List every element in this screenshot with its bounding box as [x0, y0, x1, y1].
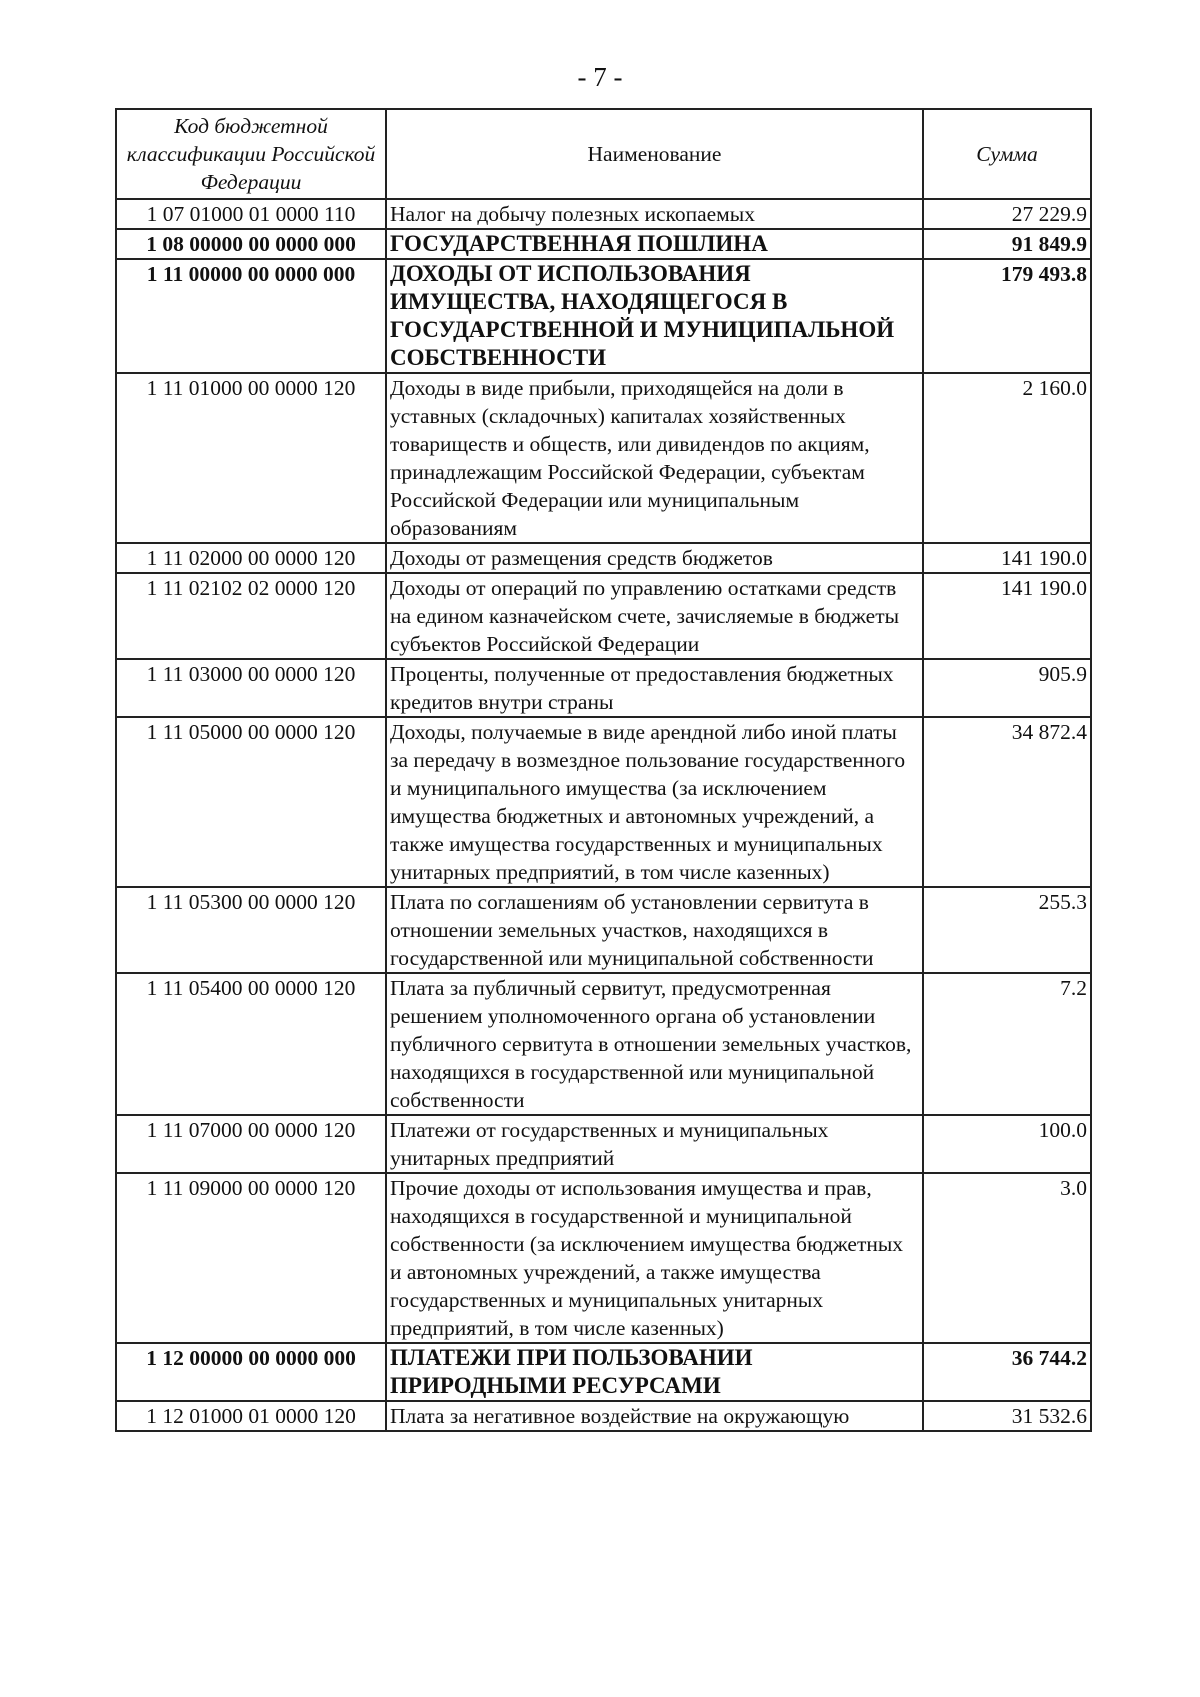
- row-code: 1 11 05400 00 0000 120: [116, 973, 386, 1115]
- row-code: 1 12 00000 00 0000 000: [116, 1343, 386, 1401]
- row-code: 1 11 05000 00 0000 120: [116, 717, 386, 887]
- row-code: 1 11 02000 00 0000 120: [116, 543, 386, 573]
- row-name: ГОСУДАРСТВЕННАЯ ПОШЛИНА: [386, 229, 923, 259]
- row-name: Платежи от государственных и муниципальных унитарных предприятий: [386, 1115, 923, 1173]
- row-code: 1 11 07000 00 0000 120: [116, 1115, 386, 1173]
- header-sum: Сумма: [923, 109, 1091, 199]
- table-row: [116, 373, 1091, 543]
- row-sum: 2 160.0: [923, 373, 1091, 543]
- table-header: [116, 109, 1091, 199]
- table-row: [116, 887, 1091, 973]
- row-sum: 905.9: [923, 659, 1091, 717]
- table-row: [116, 1115, 1091, 1173]
- row-name: Налог на добычу полезных ископаемых: [386, 199, 923, 229]
- row-name: ПЛАТЕЖИ ПРИ ПОЛЬЗОВАНИИ ПРИРОДНЫМИ РЕСУРСАМИ: [386, 1343, 923, 1401]
- table-row: [116, 259, 1091, 373]
- row-code: 1 07 01000 01 0000 110: [116, 199, 386, 229]
- row-sum: 141 190.0: [923, 573, 1091, 659]
- row-name: Плата по соглашениям об установлении сервитута в отношении земельных участков, находящихся в государственной или муниципальной собственности: [386, 887, 923, 973]
- row-name: Доходы, получаемые в виде арендной либо иной платы за передачу в возмездное пользование государственного и муниципального имущества (за исключением имущества бюджетных и автономных учреждений, а также имущества государственных и муниципальных унитарных предприятий, в том числе казенных): [386, 717, 923, 887]
- row-name: Прочие доходы от использования имущества и прав, находящихся в государственной и муниципальной собственности (за исключением имущества бюджетных и автономных учреждений, а также имущества государственных и муниципальных унитарных предприятий, в том числе казенных): [386, 1173, 923, 1343]
- header-row: [116, 109, 1091, 199]
- table-row: [116, 199, 1091, 229]
- row-code: 1 11 09000 00 0000 120: [116, 1173, 386, 1343]
- row-sum: 27 229.9: [923, 199, 1091, 229]
- header-code: Код бюджетной классификации Российской Федерации: [116, 109, 386, 199]
- header-name: Наименование: [386, 109, 923, 199]
- table-row: [116, 1401, 1091, 1431]
- row-sum: 36 744.2: [923, 1343, 1091, 1401]
- row-sum: 179 493.8: [923, 259, 1091, 373]
- row-name: Доходы от операций по управлению остатками средств на едином казначейском счете, зачисляемые в бюджеты субъектов Российской Федерации: [386, 573, 923, 659]
- row-sum: 3.0: [923, 1173, 1091, 1343]
- row-name: Плата за публичный сервитут, предусмотренная решением уполномоченного органа об установлении публичного сервитута в отношении земельных участков, находящихся в государственной или муниципальной собственности: [386, 973, 923, 1115]
- row-sum: 34 872.4: [923, 717, 1091, 887]
- row-sum: 91 849.9: [923, 229, 1091, 259]
- table-row: [116, 717, 1091, 887]
- page-number: - 7 -: [577, 62, 623, 92]
- row-name: Доходы от размещения средств бюджетов: [386, 543, 923, 573]
- row-code: 1 08 00000 00 0000 000: [116, 229, 386, 259]
- row-sum: 141 190.0: [923, 543, 1091, 573]
- table-body: [116, 199, 1091, 1431]
- table-row: [116, 973, 1091, 1115]
- row-sum: 255.3: [923, 887, 1091, 973]
- row-name: ДОХОДЫ ОТ ИСПОЛЬЗОВАНИЯ ИМУЩЕСТВА, НАХОДЯЩЕГОСЯ В ГОСУДАРСТВЕННОЙ И МУНИЦИПАЛЬНОЙ СОБСТВЕННОСТИ: [386, 259, 923, 373]
- row-sum: 7.2: [923, 973, 1091, 1115]
- budget-table: [115, 108, 1092, 1432]
- row-code: 1 11 05300 00 0000 120: [116, 887, 386, 973]
- row-name: Плата за негативное воздействие на окружающую: [386, 1401, 923, 1431]
- row-code: 1 11 03000 00 0000 120: [116, 659, 386, 717]
- table-row: [116, 1173, 1091, 1343]
- table-row: [116, 543, 1091, 573]
- table-row: [116, 229, 1091, 259]
- table-row: [116, 659, 1091, 717]
- row-sum: 31 532.6: [923, 1401, 1091, 1431]
- row-code: 1 11 00000 00 0000 000: [116, 259, 386, 373]
- row-name: Проценты, полученные от предоставления бюджетных кредитов внутри страны: [386, 659, 923, 717]
- row-code: 1 12 01000 01 0000 120: [116, 1401, 386, 1431]
- row-code: 1 11 01000 00 0000 120: [116, 373, 386, 543]
- row-name: Доходы в виде прибыли, приходящейся на доли в уставных (складочных) капиталах хозяйственных товариществ и обществ, или дивидендов по акциям, принадлежащим Российской Федерации, субъектам Российской Федерации или муниципальным образованиям: [386, 373, 923, 543]
- row-code: 1 11 02102 02 0000 120: [116, 573, 386, 659]
- table-row: [116, 1343, 1091, 1401]
- row-sum: 100.0: [923, 1115, 1091, 1173]
- table-row: [116, 573, 1091, 659]
